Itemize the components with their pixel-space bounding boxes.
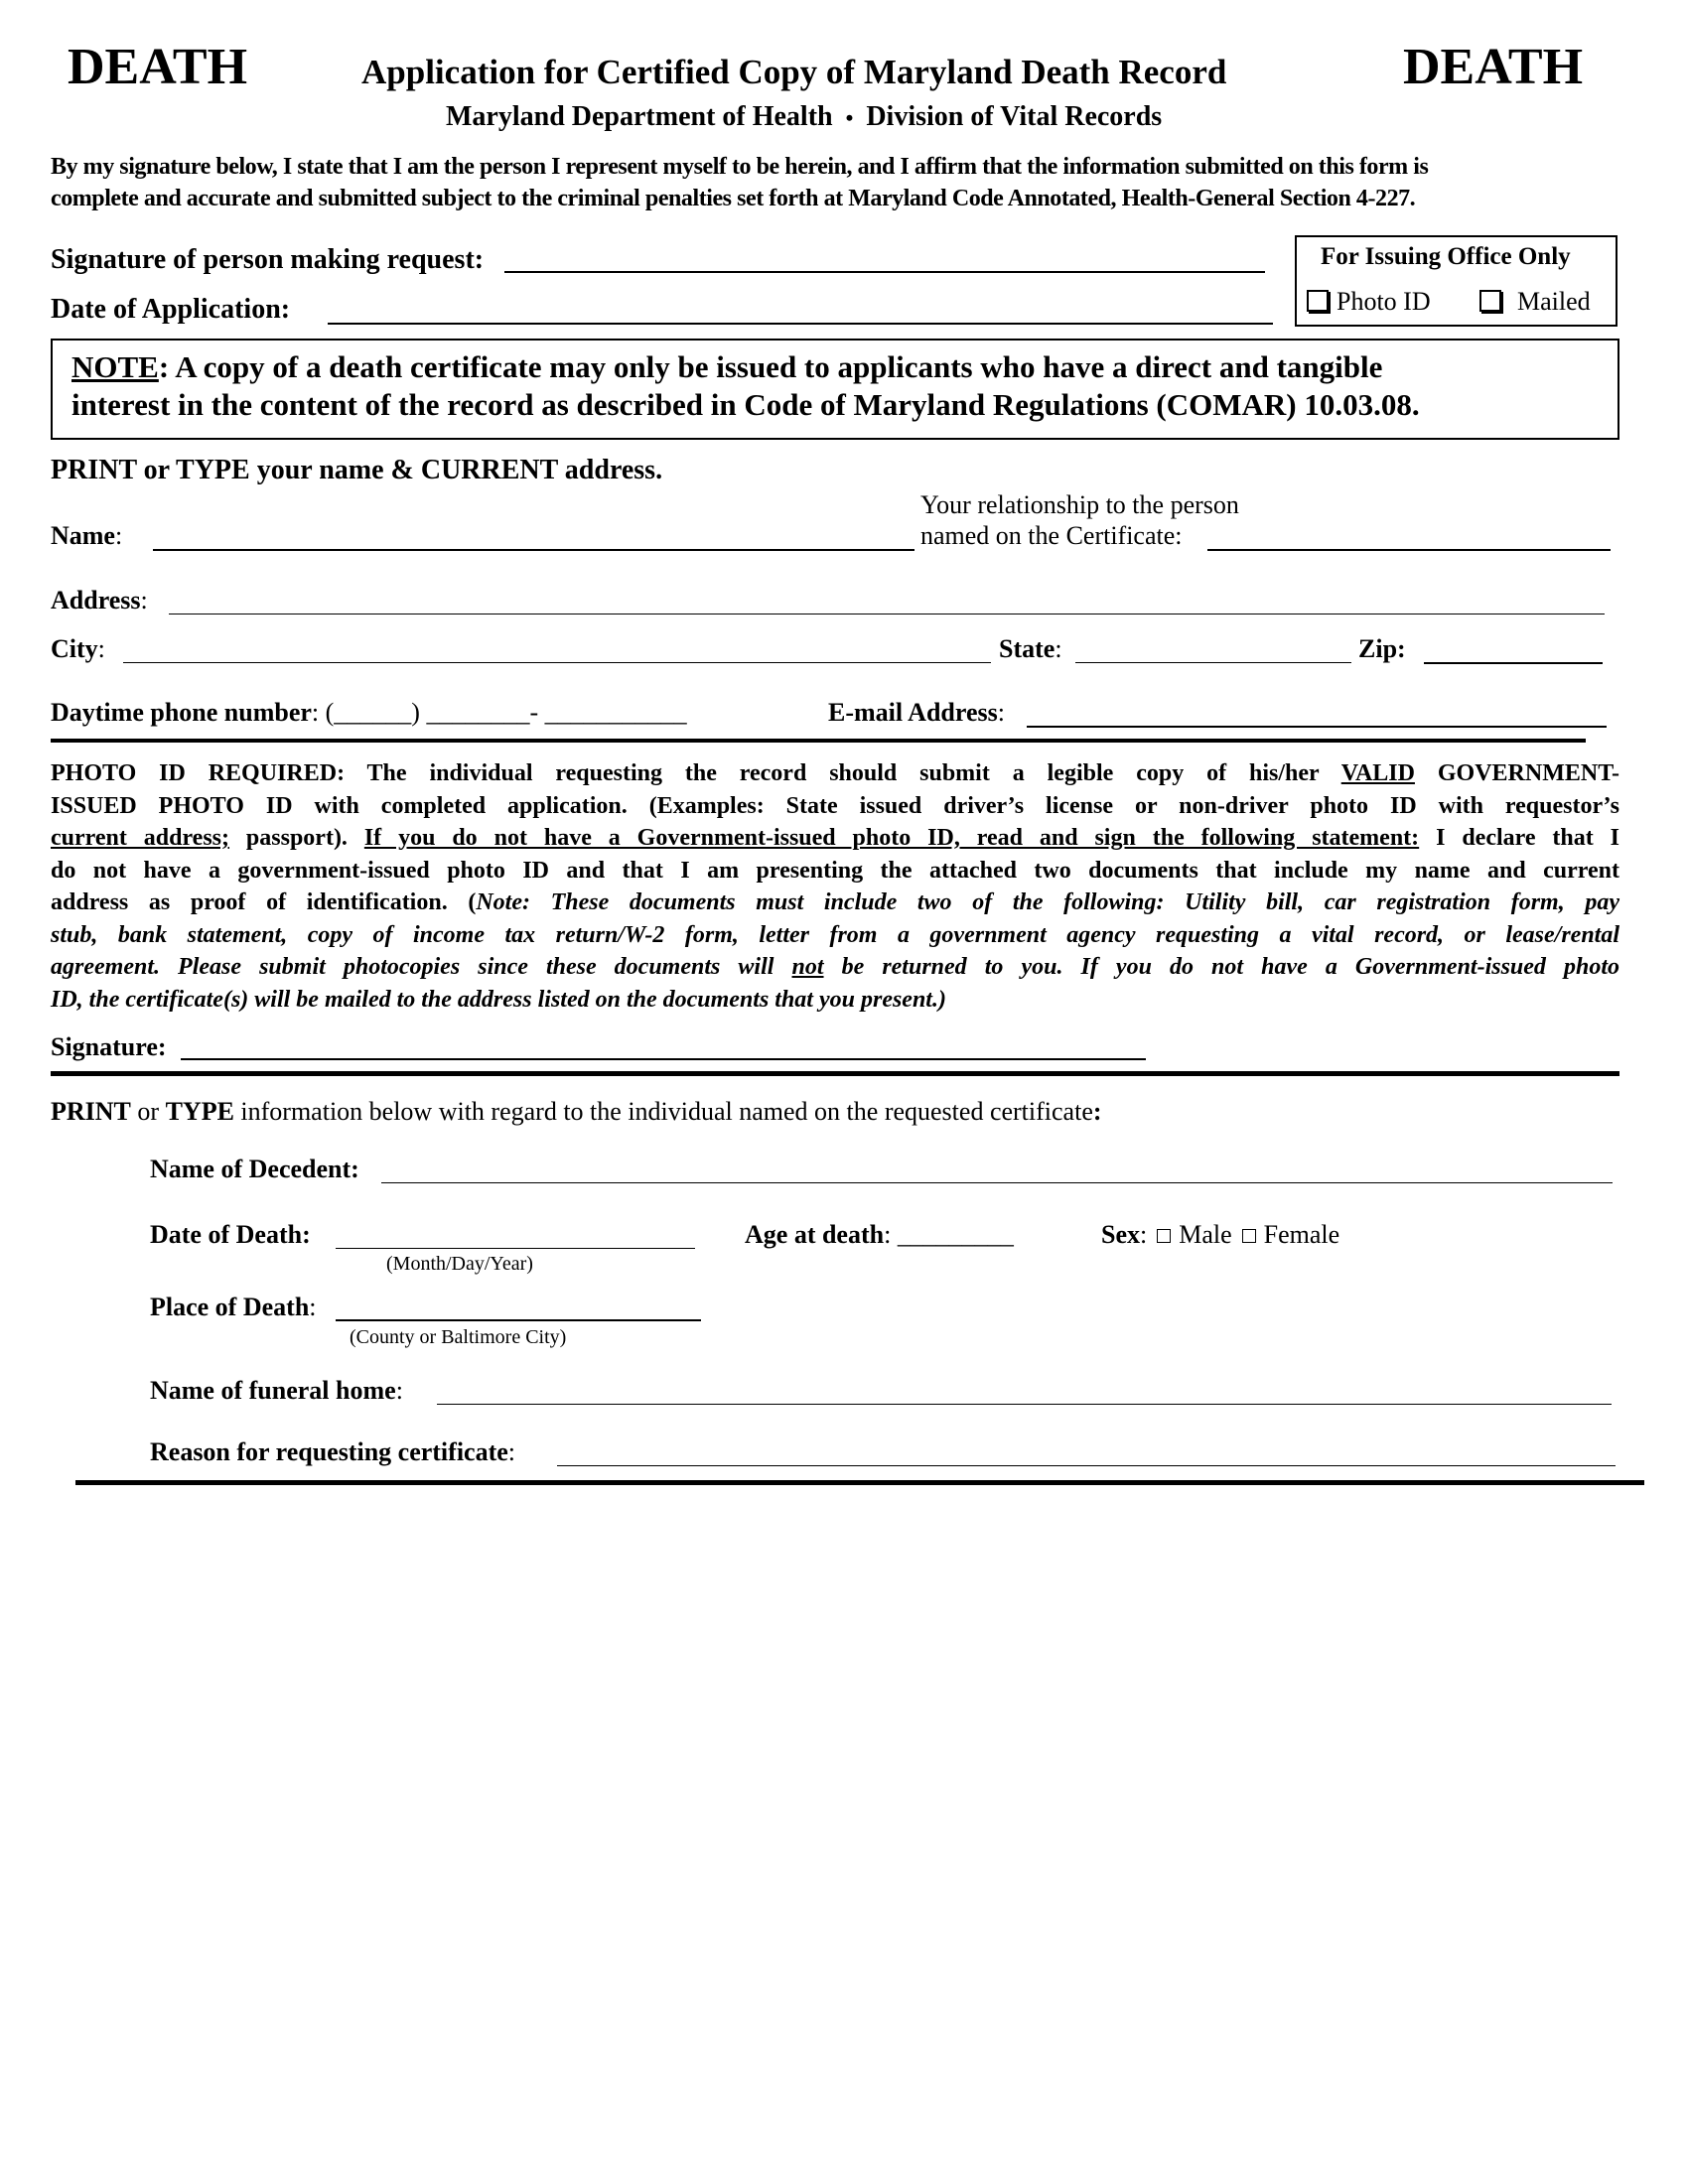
mailed-checkbox[interactable] [1479,290,1501,312]
decedent-heading: PRINT or TYPE information below with regard to the individual named on the requested certificate: [51,1097,1102,1126]
bullet-separator: • [845,105,854,130]
relationship-label-2: named on the Certificate: [920,521,1183,550]
male-checkbox[interactable] [1157,1229,1171,1243]
address-label: Address: [51,586,148,614]
affirmation-line-1: By my signature below, I state that I am the person I represent myself to be herein, and I affirm that the information submitted on this form is [51,154,1429,180]
mailed-label: Mailed [1517,287,1591,316]
subtitle-department: Maryland Department of Health [446,101,833,132]
header-right-word: DEATH [1403,39,1584,95]
funeral-home-label: Name of funeral home: [150,1376,403,1405]
state-field[interactable] [1075,662,1351,663]
form-title: Application for Certified Copy of Maryland Death Record [361,53,1227,91]
state-label: State: [999,634,1062,663]
note-label: NOTE [71,349,159,384]
statement-signature-label: Signature: [51,1032,167,1061]
photo-id-line-4: do not have a government-issued photo ID and that I am presenting the attached two documents that include my name and current [51,857,1619,884]
section-divider-3 [75,1480,1644,1485]
issuing-office-title: For Issuing Office Only [1321,243,1571,270]
name-label: Name: [51,521,123,550]
phone-field[interactable]: : (______) ________- ___________ [311,698,687,727]
applicant-name-field[interactable] [153,549,914,551]
relationship-field[interactable] [1207,549,1611,551]
place-of-death-field[interactable] [336,1319,701,1321]
photo-id-paragraph [51,757,1619,1016]
sex-row: Sex: Male Female [1101,1220,1340,1249]
note-line-1 [71,349,1382,385]
photo-id-line-1: PHOTO ID REQUIRED: The individual requesting the record should submit a legible copy of his/her VALID GOVERNMENT- [51,760,1619,786]
photo-id-line-6: stub, bank statement, copy of income tax return/W-2 form, letter from a government agency requesting a vital record, or lease/rental [51,921,1619,948]
section-divider-1 [51,739,1586,743]
zip-field[interactable] [1424,662,1603,664]
zip-label: Zip: [1358,634,1406,663]
phone-row [51,698,687,728]
city-field[interactable] [123,662,991,663]
photo-id-option [1307,287,1431,317]
age-at-death-label: Age at death [745,1220,885,1249]
photo-id-line-8: ID, the certificate(s) will be mailed to the address listed on the documents that you present.) [51,986,946,1013]
sex-label: Sex [1101,1220,1140,1249]
city-label: City: [51,634,105,663]
male-label: Male [1179,1220,1232,1249]
note-line-2: interest in the content of the record as described in Code of Maryland Regulations (COMAR) 10.03.08. [71,387,1420,422]
relationship-label-1: Your relationship to the person [920,490,1239,519]
age-at-death-row [745,1220,1014,1250]
requester-signature-field[interactable] [504,271,1265,273]
mailed-option [1479,287,1591,317]
reason-label: Reason for requesting certificate: [150,1437,516,1466]
age-at-death-field[interactable]: : _________ [884,1220,1014,1249]
eligibility-note-box [51,339,1619,440]
email-field[interactable] [1027,726,1607,728]
subtitle-division: Division of Vital Records [866,101,1163,132]
application-date-label: Date of Application: [51,294,291,325]
affirmation-line-2: complete and accurate and submitted subject to the criminal penalties set forth at Maryland Code Annotated, Health-General Section 4-227. [51,186,1416,211]
application-date-field[interactable] [328,323,1273,325]
photo-id-line-3: current address; passport). If you do not have a Government-issued photo ID, read and sign the following statement: I declare that I [51,825,1620,851]
phone-label: Daytime phone number [51,698,312,727]
header-left-word: DEATH [68,39,248,95]
issuing-office-box [1295,235,1618,327]
reason-field[interactable] [557,1465,1616,1466]
funeral-home-field[interactable] [437,1404,1612,1405]
note-text-1: : A copy of a death certificate may only be issued to applicants who have a direct and tangible [158,349,1383,384]
applicant-heading: PRINT or TYPE your name & CURRENT address. [51,455,663,485]
date-of-death-label: Date of Death: [150,1220,311,1249]
photo-id-line-2: ISSUED PHOTO ID with completed application. (Examples: State issued driver’s license or non-driver photo ID with requestor’s [51,792,1619,819]
form-subtitle [446,101,1162,133]
photo-id-checkbox[interactable] [1307,290,1329,312]
date-of-death-hint: (Month/Day/Year) [386,1253,533,1275]
email-label: E-mail Address: [828,698,1005,727]
photo-id-line-5: address as proof of identification. (Note: These documents must include two of the following: Utility bill, car registration form, pay [51,889,1619,915]
decedent-name-label: Name of Decedent: [150,1155,359,1183]
female-checkbox[interactable] [1242,1229,1256,1243]
section-divider-2 [51,1071,1619,1076]
female-label: Female [1263,1220,1340,1249]
date-of-death-field[interactable] [336,1248,695,1249]
photo-id-line-7: agreement. Please submit photocopies since these documents will not be returned to you. If you do not have a Government-issued photo [51,954,1620,980]
place-of-death-label: Place of Death: [150,1293,317,1321]
requester-signature-label: Signature of person making request: [51,244,485,275]
photo-id-label: Photo ID [1336,287,1431,316]
place-of-death-hint: (County or Baltimore City) [350,1326,567,1348]
statement-signature-field[interactable] [181,1058,1146,1060]
decedent-name-field[interactable] [381,1182,1613,1183]
